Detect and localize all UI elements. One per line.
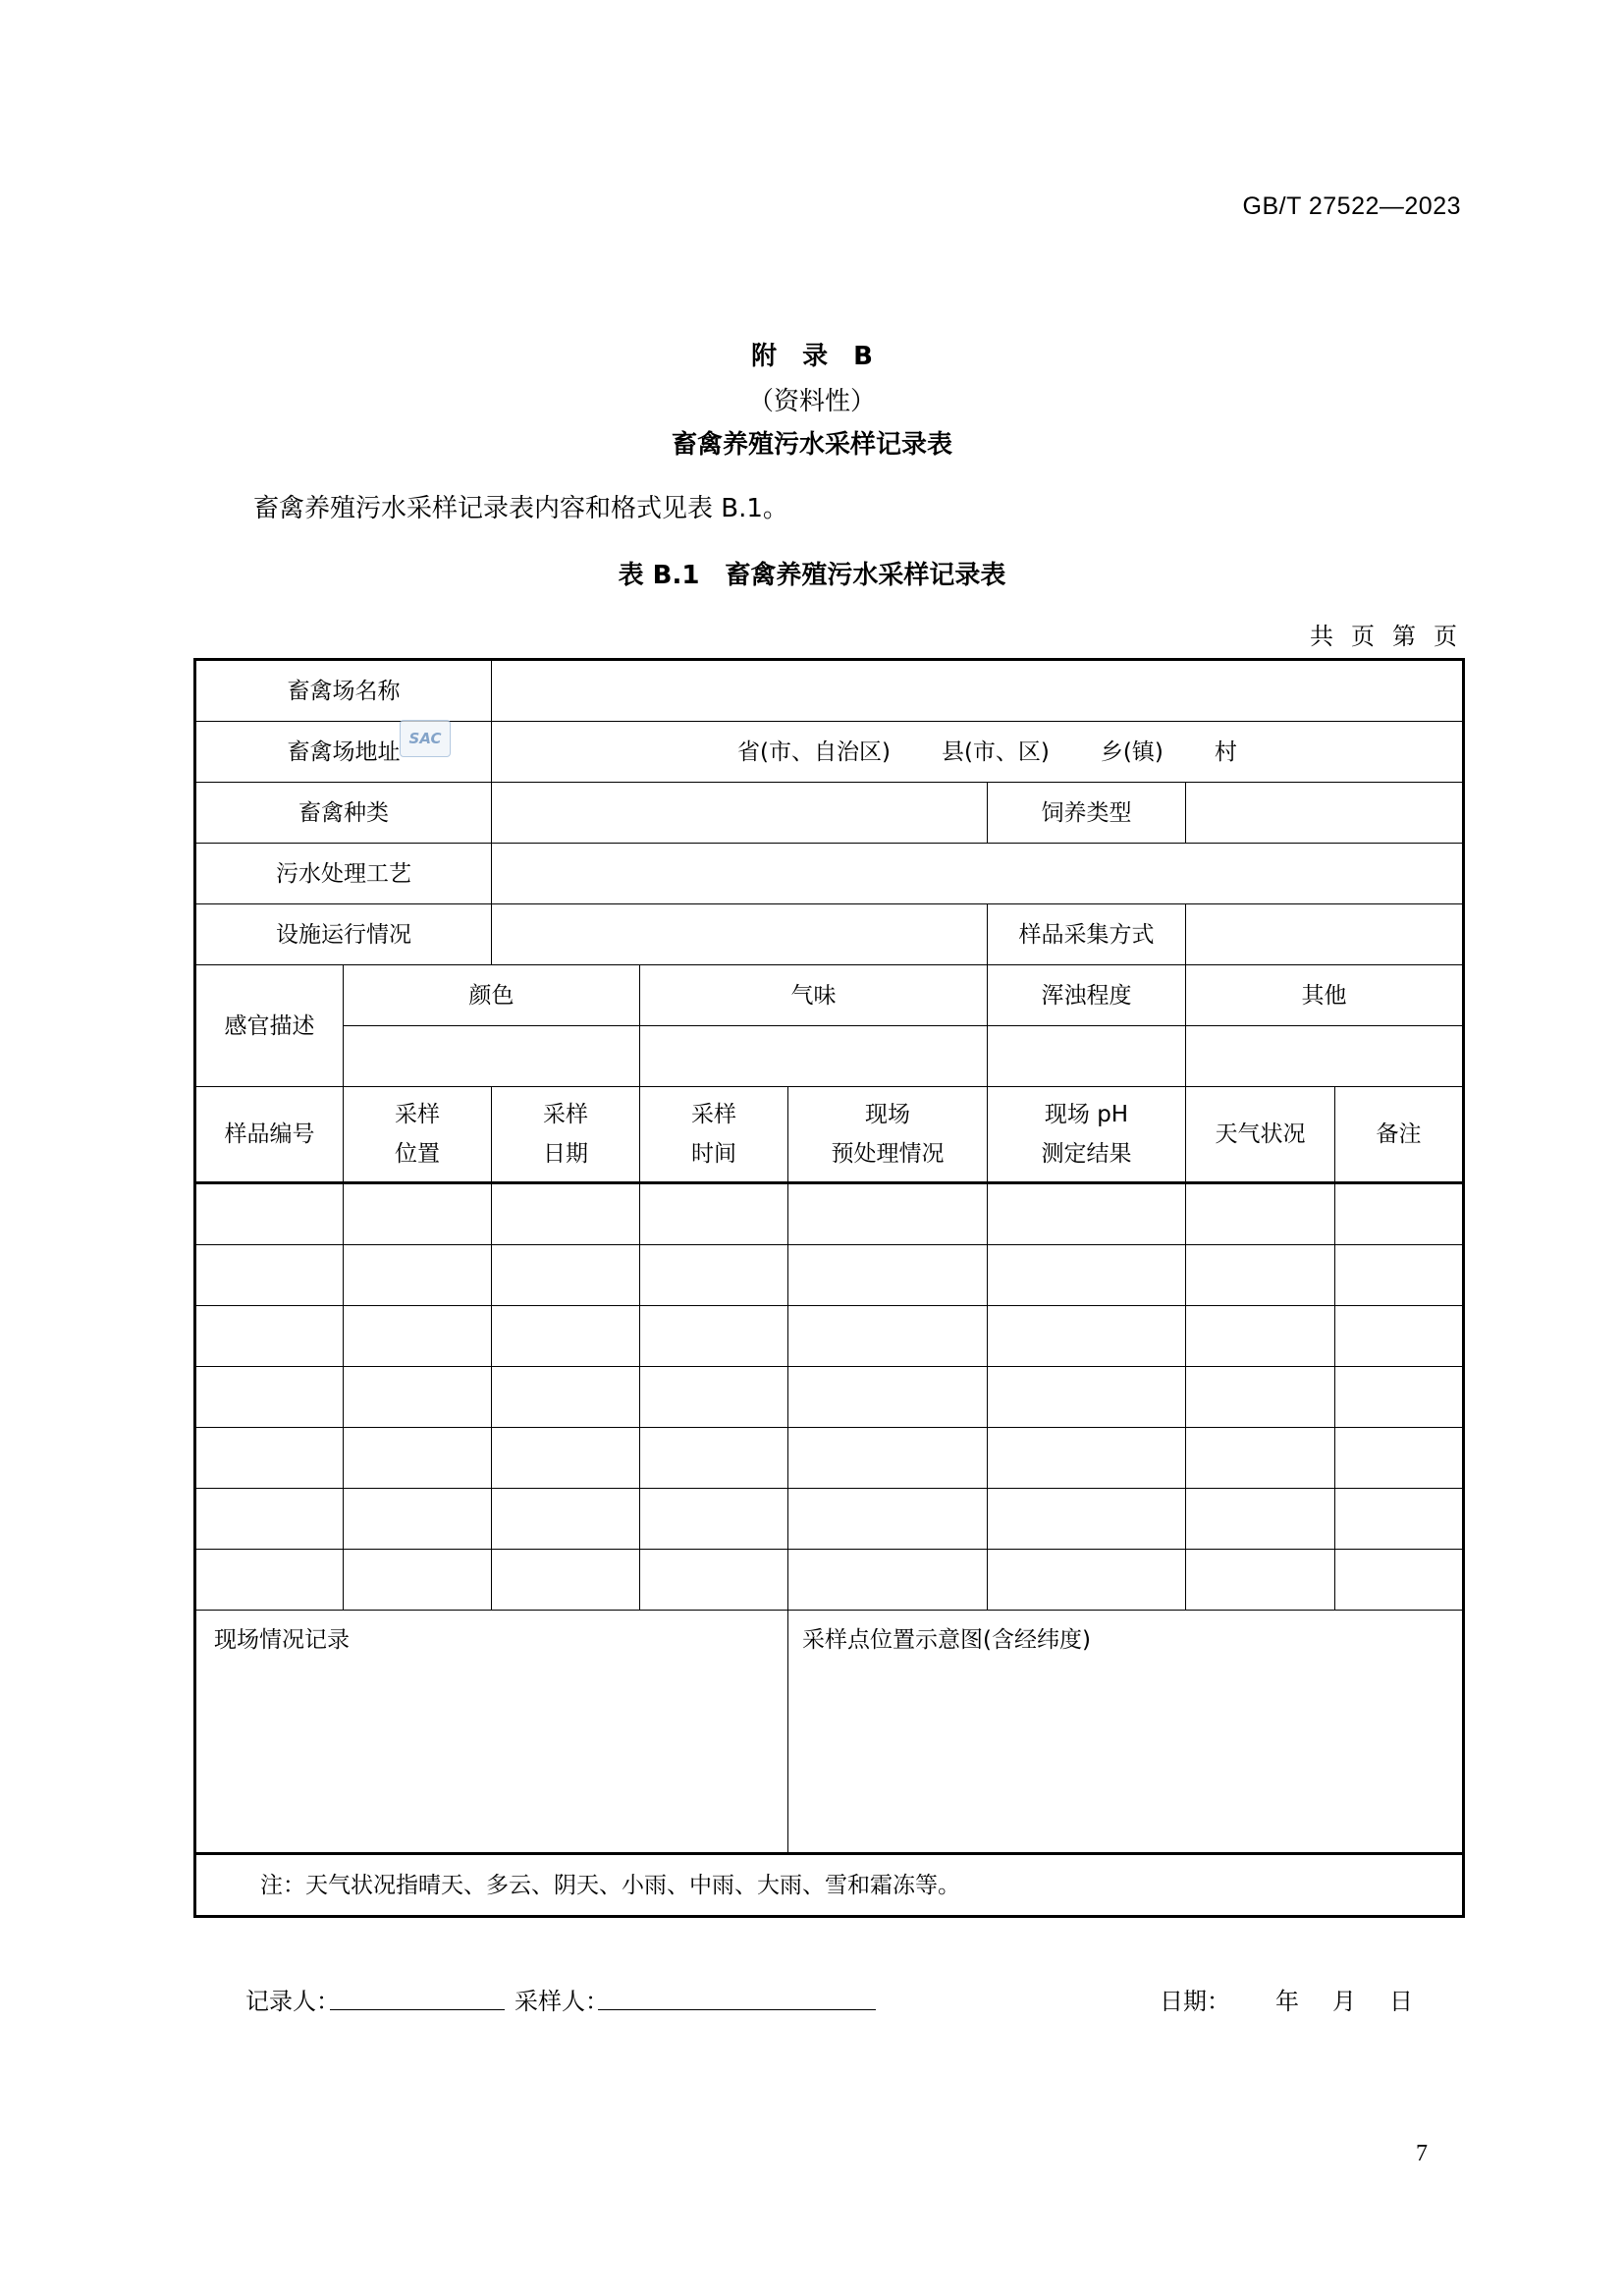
table-cell[interactable] [492, 1245, 640, 1306]
table-row [195, 1306, 1464, 1367]
sketch-area[interactable] [788, 1611, 1464, 1854]
sac-watermark-logo: SAC [400, 720, 451, 757]
ph-header: 现场 pH 测定结果 [988, 1087, 1186, 1183]
farm-name-label: 畜禽场名称 [195, 660, 492, 722]
sensory-value-row [195, 1026, 1464, 1087]
table-cell[interactable] [492, 1183, 640, 1245]
table-cell[interactable] [195, 1367, 344, 1428]
table-cell[interactable] [988, 1428, 1186, 1489]
sensory-header-row [195, 965, 1464, 1026]
sensory-color-field[interactable] [344, 1026, 640, 1087]
sample-header-row [195, 1087, 1464, 1183]
table-cell[interactable] [1335, 1183, 1464, 1245]
day-label: 日 [1389, 1988, 1413, 2015]
table-cell[interactable] [988, 1306, 1186, 1367]
facility-label: 设施运行情况 [195, 904, 492, 965]
table-cell[interactable] [492, 1306, 640, 1367]
species-label: 畜禽种类 [195, 783, 492, 844]
feeding-type-label: 饲养类型 [988, 783, 1186, 844]
table-cell[interactable] [1186, 1489, 1335, 1550]
sampling-record-table [193, 658, 1465, 1918]
table-cell[interactable] [1335, 1306, 1464, 1367]
records-row [195, 1611, 1464, 1854]
sampler-label: 采样人： [514, 1988, 609, 2015]
table-cell[interactable] [788, 1489, 988, 1550]
note-row [195, 1854, 1464, 1917]
sensory-odor-field[interactable] [640, 1026, 988, 1087]
sensory-other-field[interactable] [1186, 1026, 1464, 1087]
table-cell[interactable] [988, 1489, 1186, 1550]
table-cell[interactable] [640, 1367, 788, 1428]
table-cell[interactable] [344, 1183, 492, 1245]
farm-address-field[interactable] [492, 722, 1464, 783]
address-village: 村 [1214, 738, 1237, 765]
table-cell[interactable] [788, 1306, 988, 1367]
table-cell[interactable] [492, 1367, 640, 1428]
table-cell[interactable] [195, 1306, 344, 1367]
table-cell[interactable] [988, 1367, 1186, 1428]
table-cell[interactable] [988, 1550, 1186, 1611]
table-cell[interactable] [788, 1245, 988, 1306]
table-cell[interactable] [640, 1489, 788, 1550]
treatment-row [195, 844, 1464, 904]
table-cell[interactable] [1186, 1550, 1335, 1611]
farm-address-label: 畜禽场地址 [195, 722, 492, 783]
collection-method-label: 样品采集方式 [988, 904, 1186, 965]
total-label: 共 [1310, 623, 1333, 650]
table-cell[interactable] [1186, 1367, 1335, 1428]
table-cell[interactable] [788, 1183, 988, 1245]
species-field[interactable] [492, 783, 988, 844]
table-cell[interactable] [988, 1245, 1186, 1306]
sensory-turbidity-field[interactable] [988, 1026, 1186, 1087]
page-number: 7 [1416, 2141, 1428, 2166]
table-cell[interactable] [344, 1550, 492, 1611]
intro-paragraph: 畜禽养殖污水采样记录表内容和格式见表 B.1。 [253, 494, 788, 523]
table-cell[interactable] [1186, 1306, 1335, 1367]
date-field [1160, 1982, 1446, 2016]
remark-header: 备注 [1335, 1087, 1464, 1183]
table-cell[interactable] [492, 1550, 640, 1611]
table-row [195, 1428, 1464, 1489]
facility-field[interactable] [492, 904, 988, 965]
recorder-signature-line[interactable] [330, 2009, 505, 2010]
farm-name-row [195, 660, 1464, 722]
table-cell[interactable] [344, 1428, 492, 1489]
collection-method-field[interactable] [1186, 904, 1464, 965]
table-row [195, 1183, 1464, 1245]
year-label: 年 [1275, 1988, 1299, 2015]
sensory-color-label: 颜色 [344, 965, 640, 1026]
weather-header: 天气状况 [1186, 1087, 1335, 1183]
annex-type: （资料性） [747, 387, 876, 416]
table-row [195, 1489, 1464, 1550]
table-cell[interactable] [788, 1428, 988, 1489]
sensory-odor-label: 气味 [640, 965, 988, 1026]
farm-address-row [195, 722, 1464, 783]
sensory-label: 感官描述 [195, 965, 344, 1087]
table-cell[interactable] [640, 1428, 788, 1489]
sampler-signature-line[interactable] [598, 2009, 876, 2010]
address-town: 乡(镇) [1100, 738, 1164, 765]
recorder-label: 记录人： [245, 1988, 340, 2015]
table-row [195, 1367, 1464, 1428]
sample-time-header: 采样 时间 [640, 1087, 788, 1183]
table-cell[interactable] [1335, 1367, 1464, 1428]
treatment-label: 污水处理工艺 [195, 844, 492, 904]
table-cell[interactable] [640, 1183, 788, 1245]
page-label-2: 页 [1434, 623, 1457, 650]
table-cell[interactable] [1335, 1489, 1464, 1550]
table-cell[interactable] [788, 1367, 988, 1428]
table-cell[interactable] [1335, 1550, 1464, 1611]
site-record-label: 现场情况记录 [214, 1627, 350, 1653]
treatment-field[interactable] [492, 844, 1464, 904]
facility-row [195, 904, 1464, 965]
table-cell[interactable] [344, 1306, 492, 1367]
table-cell[interactable] [195, 1428, 344, 1489]
note-text: 注：天气状况指晴天、多云、阴天、小雨、中雨、大雨、雪和霜冻等。 [195, 1854, 1464, 1917]
table-cell[interactable] [1335, 1428, 1464, 1489]
table-cell[interactable] [1335, 1245, 1464, 1306]
sensory-turbidity-label: 浑浊程度 [988, 965, 1186, 1026]
table-row [195, 1550, 1464, 1611]
species-row [195, 783, 1464, 844]
address-province: 省(市、自治区) [737, 738, 891, 765]
sample-position-header: 采样 位置 [344, 1087, 492, 1183]
table-title: 表 B.1 畜禽养殖污水采样记录表 [618, 561, 1006, 590]
annex-name: 畜禽养殖污水采样记录表 [671, 430, 952, 460]
table-cell[interactable] [1186, 1245, 1335, 1306]
table-cell[interactable] [195, 1550, 344, 1611]
sample-id-header: 样品编号 [195, 1087, 344, 1183]
feeding-type-field[interactable] [1186, 783, 1464, 844]
pretreat-header: 现场 预处理情况 [788, 1087, 988, 1183]
current-label: 第 [1392, 623, 1416, 650]
table-cell[interactable] [492, 1428, 640, 1489]
table-cell[interactable] [1186, 1183, 1335, 1245]
table-cell[interactable] [492, 1489, 640, 1550]
table-cell[interactable] [788, 1550, 988, 1611]
farm-name-field[interactable] [492, 660, 1464, 722]
sketch-label: 采样点位置示意图(含经纬度) [802, 1627, 1091, 1653]
site-record-area[interactable] [195, 1611, 788, 1854]
month-label: 月 [1332, 1988, 1356, 2015]
table-cell[interactable] [640, 1245, 788, 1306]
table-cell[interactable] [344, 1489, 492, 1550]
annex-title: 附 录 B [751, 342, 873, 371]
date-label: 日期： [1160, 1988, 1230, 2015]
table-row [195, 1245, 1464, 1306]
table-cell[interactable] [1186, 1428, 1335, 1489]
page-label-1: 页 [1351, 623, 1375, 650]
table-cell[interactable] [195, 1489, 344, 1550]
table-cell[interactable] [640, 1306, 788, 1367]
table-cell[interactable] [344, 1245, 492, 1306]
table-cell[interactable] [195, 1183, 344, 1245]
standard-code: GB/T 27522—2023 [1242, 192, 1461, 220]
sample-date-header: 采样 日期 [492, 1087, 640, 1183]
address-county: 县(市、区) [941, 738, 1050, 765]
table-cell[interactable] [988, 1183, 1186, 1245]
sensory-other-label: 其他 [1186, 965, 1464, 1026]
table-cell[interactable] [640, 1550, 788, 1611]
table-cell[interactable] [344, 1367, 492, 1428]
page-count [1292, 617, 1457, 651]
table-cell[interactable] [195, 1245, 344, 1306]
